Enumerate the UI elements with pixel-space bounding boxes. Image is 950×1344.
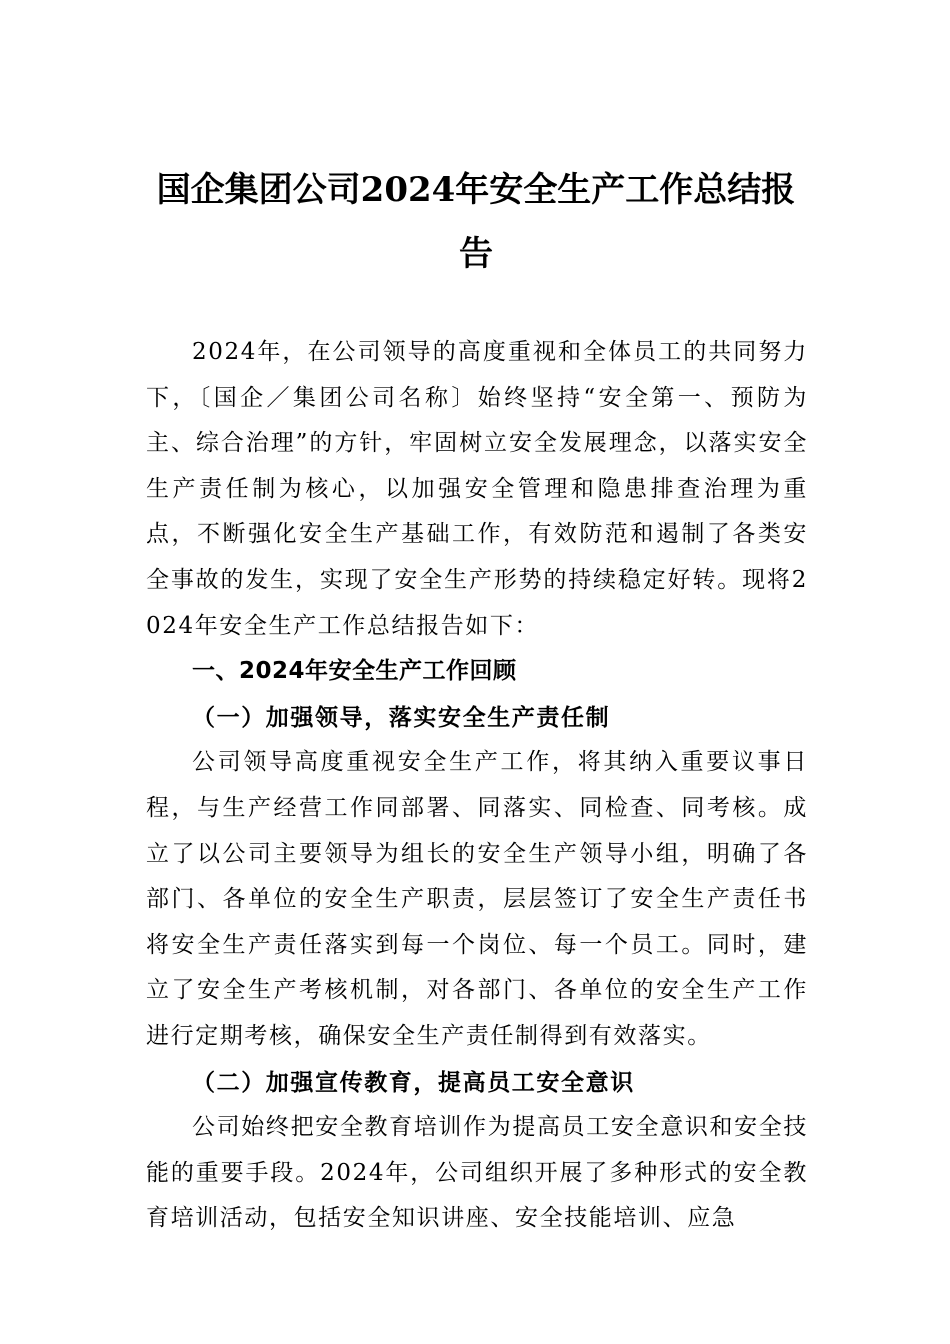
document-title-line2: 告 <box>459 234 493 274</box>
education-paragraph: 公司始终把安全教育培训作为提高员工安全意识和安全技能的重要手段。2024年，公司组织开展了多种形式的安全教育培训活动，包括安全知识讲座、安全技能培训、应急 <box>146 1114 808 1232</box>
intro-paragraph: 2024年，在公司领导的高度重视和全体员工的共同努力下，〔国企／集团公司名称〕始终坚持“安全第一、预防为主、综合治理”的方针，牢固树立安全发展理念，以落实安全生产责任制为核心，以加强安全管理和隐患排查治理为重点，不断强化安全生产基础工作，有效防范和遏制了各类安全事故的发生，实现了安全生产形势的持续稳定好转。现将2024年安全生产工作总结报告如下： <box>146 339 808 639</box>
subsection-heading-education: （二）加强宣传教育，提高员工安全意识 <box>192 1068 635 1096</box>
leadership-paragraph: 公司领导高度重视安全生产工作，将其纳入重要议事日程，与生产经营工作同部署、同落实、同检查、同考核。成立了以公司主要领导为组长的安全生产领导小组，明确了各部门、各单位的安全生产职责，层层签订了安全生产责任书将安全生产责任落实到每一个岗位、每一个员工。同时，建立了安全生产考核机制，对各部门、各单位的安全生产工作进行定期考核，确保安全生产责任制得到有效落实。 <box>146 749 808 1049</box>
document-body <box>146 330 808 1242</box>
section-heading-review: 一、2024年安全生产工作回顾 <box>192 658 517 685</box>
document-title-line1: 国企集团公司2024年安全生产工作总结报 <box>156 170 796 210</box>
document-title <box>146 158 806 286</box>
subsection-heading-leadership: （一）加强领导，落实安全生产责任制 <box>192 703 611 731</box>
